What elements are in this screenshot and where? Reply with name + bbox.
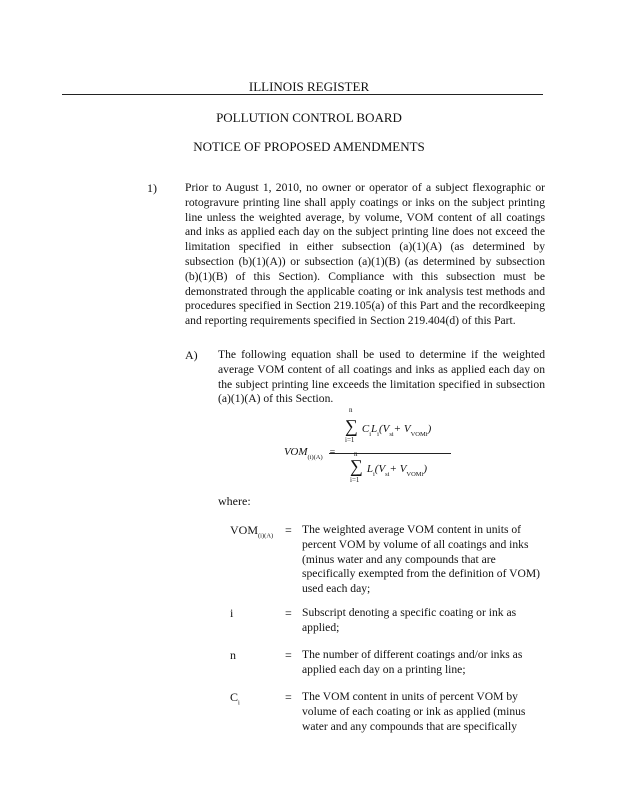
item-1-label: 1) (147, 181, 157, 195)
denominator-sigma: ∑ (350, 456, 363, 476)
denominator-l-sub: i (372, 471, 375, 479)
numerator-paren-open: (V (378, 423, 390, 435)
numerator-c-sub: i (369, 431, 371, 439)
definition-eq-i: = (285, 606, 292, 620)
numerator-lower-limit: i=1 (345, 436, 355, 444)
numerator-paren-close: ) (427, 423, 432, 435)
definition-text-n: The number of different coatings and/or inks as applied each day on a printing line; (302, 648, 523, 676)
equation-equals: = (329, 447, 336, 458)
equation-lhs-sub: (i)(A) (307, 454, 323, 462)
equation-denominator (350, 450, 428, 484)
definition-text-c: The VOM content in units of percent VOM by volume of each coating or ink as applied (minus water and any compounds that are specifically (302, 690, 526, 733)
definition-term-n: n (230, 648, 236, 662)
denominator-v2-sub: VOMi (406, 471, 424, 479)
item-1-text: Prior to August 1, 2010, no owner or operator of a subject flexographic or rotogravure printing line shall apply coatings or inks on the subject printing line unless the weighted average, by volume, VOM content of all coatings and inks as applied each day on the subject printing line does not exceed the limitation specified in either subsection (a)(1)(A) (as determined by subsection (b)(1)(A)) or subsection (a)(1)(B) (as determined by subsection (b)(1)(B) of this Section). Compliance with this subsection must be demonstrated through the applicable coating or ink analysis test methods and procedures specified in Section 219.105(a) of this Part and the recordkeeping and reporting requirements specified in Section 219.404(d) of this Part. (185, 181, 545, 328)
header-rule (62, 94, 543, 95)
equation (284, 442, 335, 461)
definition-term-vom (230, 523, 273, 539)
numerator-l: L (371, 423, 378, 435)
denominator-paren-close: ) (423, 463, 428, 475)
numerator-v1-sub: si (389, 431, 394, 439)
item-a-text: The following equation shall be used to determine if the weighted average VOM content of all coatings and inks as applied each day on the subject printing line exceeds the limitation specified in subsection (a)(1)(A) of this Section. (218, 348, 545, 406)
equation-numerator (345, 406, 432, 444)
item-a-label: A) (185, 348, 198, 362)
definition-term-i: i (230, 606, 234, 620)
register-title: ILLINOIS REGISTER (248, 79, 370, 94)
numerator-plus: + V (393, 423, 411, 435)
term-vom-text: VOM (230, 523, 259, 537)
notice-title: NOTICE OF PROPOSED AMENDMENTS (193, 139, 425, 154)
definition-eq-n: = (285, 648, 292, 662)
definition-eq-vom: = (285, 523, 292, 537)
term-c-text: C (230, 690, 239, 704)
numerator-sigma: ∑ (345, 416, 358, 436)
numerator-upper-limit: n (349, 406, 353, 414)
denominator-lower-limit: i=1 (350, 476, 360, 484)
fraction-bar (329, 453, 451, 454)
denominator-v1-sub: si (385, 471, 390, 479)
numerator-c: C (361, 423, 370, 435)
board-title: POLLUTION CONTROL BOARD (216, 110, 402, 125)
equation-lhs: VOM (284, 446, 308, 458)
definition-text-vom: The weighted average VOM content in units of percent VOM by volume of all coatings and inks (minus water and any compounds that are specifically exempted from the definition of VOM) used each day; (302, 523, 541, 596)
denominator-paren-open: (V (374, 463, 386, 475)
denominator-plus: + V (389, 463, 407, 475)
where-label: where: (218, 494, 251, 508)
numerator-v2-sub: VOMi (410, 431, 428, 439)
denominator-l: L (366, 463, 373, 475)
numerator-l-sub: i (377, 431, 379, 439)
denominator-upper-limit: n (354, 450, 358, 458)
definition-eq-c: = (285, 690, 292, 704)
term-c-sub: i (238, 699, 240, 707)
definition-term-c (230, 690, 240, 706)
definition-text-i: Subscript denoting a specific coating or ink as applied; (302, 606, 517, 634)
term-vom-sub: (i)(A) (258, 532, 274, 540)
